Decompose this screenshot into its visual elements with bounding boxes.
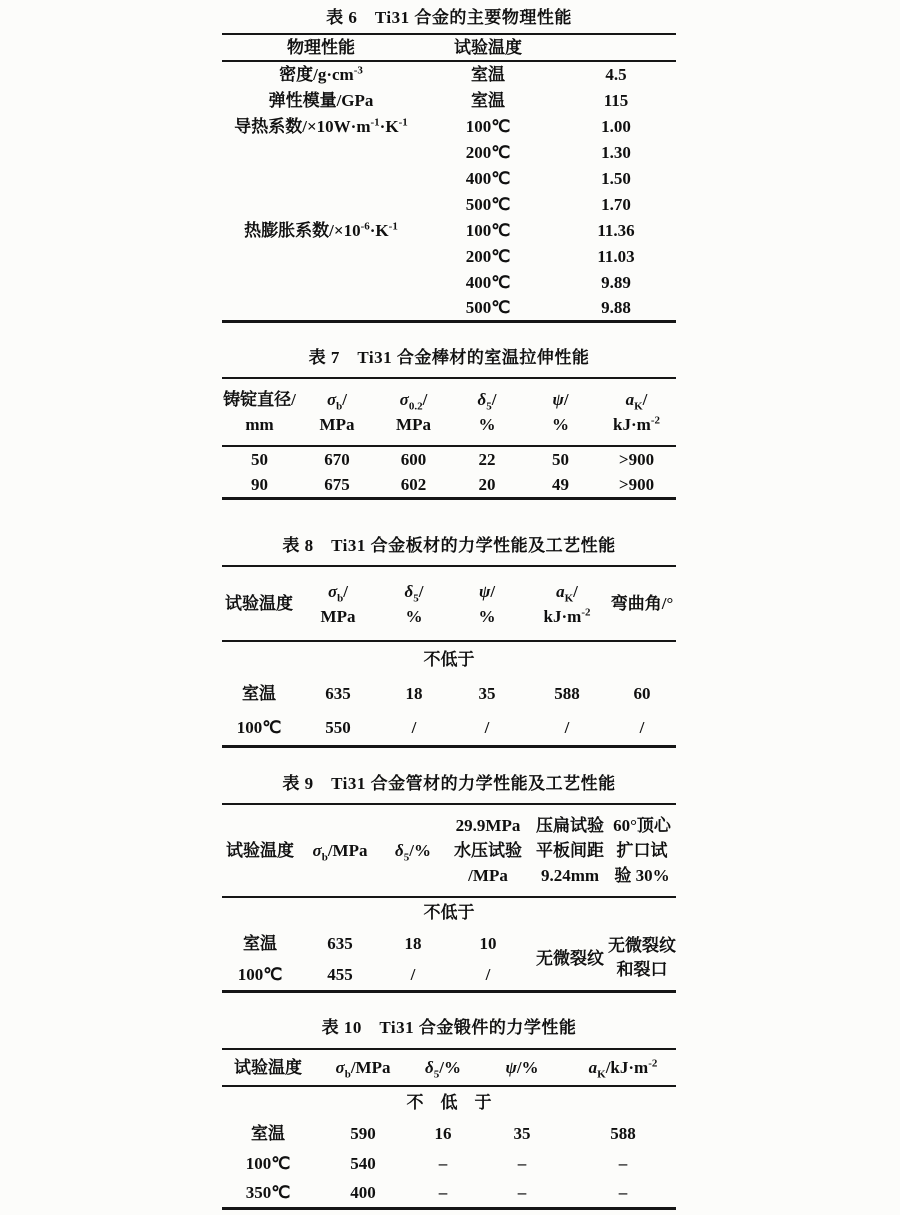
table-row [222,217,676,243]
header-row [222,566,676,641]
header-cell: 29.9MPa 水压试验 /MPa [454,816,522,885]
cell: – [517,1182,527,1202]
table-row [222,61,676,87]
cell: 115 [603,90,629,110]
cell: 100℃ [237,964,283,984]
cell: 550 [325,718,351,738]
cell: 100℃ [465,220,511,240]
table6-physical-properties [222,33,676,323]
cell: 16 [434,1123,452,1143]
cell: / [411,718,417,738]
table-row [222,87,676,113]
cell: – [618,1182,628,1202]
not-less-than-note: 不 低 于 [406,1093,492,1112]
cell: 635 [325,684,351,703]
table-row [222,269,676,295]
header-cell: $\delta_5/$ % [477,390,497,434]
cell: 18 [405,684,423,703]
cell: 18 [404,933,422,953]
header-cell: 60°顶心 扩口试 验 30% [613,816,671,885]
cell: 670 [324,450,350,469]
cell: 500℃ [465,298,511,317]
cell: – [438,1182,448,1202]
cell: 100℃ [236,718,282,738]
cell [222,165,420,191]
cell: / [564,718,570,738]
table-row [222,1148,676,1178]
table8-section [222,536,676,748]
table-row [222,113,676,139]
cell: 49 [552,475,569,494]
table-row [222,1178,676,1208]
header-cell: $\sigma_b/$ MPa [320,581,356,626]
table9-tube-properties [222,803,676,993]
table10-title: 表 10 Ti31 合金锻件的力学性能 [321,1018,577,1037]
cell: – [618,1153,628,1173]
cell: 室温 [242,684,276,703]
cell: 热膨胀系数$/\times 10^{-6}\cdot K^{-1}$ [244,219,398,240]
header-row [222,1049,676,1086]
cell: 1.50 [601,168,631,188]
cell: / [410,964,416,984]
header-cell: 物理性能 [287,38,355,57]
cell: 密度$/g\cdot cm^{-3}$ [279,64,363,84]
cell: 室温 [243,933,277,953]
header-cell: 铸锭直径/ mm [223,390,296,434]
cell: 675 [324,475,350,494]
header-cell: $\delta_5/\%$ [425,1058,461,1081]
table-row [222,927,676,959]
cell: 9.88 [601,298,631,317]
cell: 540 [350,1153,376,1173]
table10-section [222,1018,676,1210]
cell: 350℃ [245,1182,291,1202]
header-cell: $\sigma_{0.2}/$ MPa [396,390,431,434]
table9-title: 表 9 Ti31 合金管材的力学性能及工艺性能 [282,774,616,793]
header-cell: $\delta_5/$ % [404,581,424,626]
cell: 455 [327,964,353,984]
cell: 602 [400,475,427,494]
table7-title: 表 7 Ti31 合金棒材的室温拉伸性能 [308,348,590,367]
cell: 400℃ [465,168,511,188]
header-cell: $\sigma_b$/MPa [312,841,368,864]
cell: 35 [478,684,496,703]
table7-bar-tensile-properties [222,377,676,500]
cell: 600 [400,450,427,469]
table-row [222,139,676,165]
cell: 400℃ [465,272,511,292]
table6-title: 表 6 Ti31 合金的主要物理性能 [326,8,572,27]
cell: 室温 [471,65,505,84]
cell: 100℃ [245,1153,291,1173]
cell: 200℃ [465,142,511,162]
cell: 1.70 [601,194,631,214]
cell: 1.00 [601,116,631,136]
cell: 9.89 [601,272,631,292]
table-row [222,191,676,217]
header-cell: $\sigma_b/$ MPa [319,390,355,434]
cell [222,295,420,322]
table7-section [222,348,676,500]
cell: 4.5 [605,65,627,84]
cell: 588 [610,1123,636,1143]
header-cell: $\delta_5/\%$ [395,841,431,864]
header-cell: ψ/% [505,1058,539,1077]
header-cell: $a_K/kJ\cdot m^{-2}$ [588,1057,658,1081]
cell: 11.36 [597,220,635,240]
cell: 635 [327,933,353,953]
table-row [222,472,676,499]
header-cell: $a_K/$ $kJ\cdot m^{-2}$ [613,390,660,434]
cell: / [639,718,645,738]
cell-no-microcracks-or-splits: 无微裂纹 和裂口 [608,936,676,980]
table-row [222,446,676,472]
header-cell [556,34,676,61]
cell: >900 [618,450,655,469]
cell-no-microcracks: 无微裂纹 [536,948,604,968]
cell [222,243,420,269]
header-cell: ψ/ % [552,390,569,434]
cell: 588 [554,684,580,703]
table-row [222,1118,676,1148]
header-cell: 弯曲角/° [610,594,674,613]
table8-plate-properties [222,565,676,748]
note-row [222,897,676,927]
header-cell: $\sigma_b$/MPa [335,1058,391,1081]
cell [222,191,420,217]
table8-title: 表 8 Ti31 合金板材的力学性能及工艺性能 [282,536,616,555]
header-cell: 试验温度 [234,1058,302,1077]
header-row [222,34,676,61]
cell: 100℃ [465,116,511,136]
cell: / [485,964,491,984]
cell [222,139,420,165]
not-less-than-note: 不低于 [423,903,475,922]
cell: 1.30 [601,142,631,162]
cell: 11.03 [597,246,635,266]
cell: 400 [350,1182,376,1202]
table-row [222,165,676,191]
cell: 60 [633,684,651,703]
cell: 35 [513,1123,531,1143]
cell: – [517,1153,527,1173]
cell: 50 [251,450,268,469]
header-row [222,378,676,446]
cell: >900 [618,475,655,494]
cell: – [438,1153,448,1173]
table6-section [222,8,676,323]
note-row [222,1086,676,1118]
cell: / [484,718,490,738]
cell: 10 [479,933,497,953]
header-cell: 试验温度 [225,594,293,613]
cell: 20 [478,475,496,494]
cell: 弹性模量/GPa [268,90,374,110]
table9-section [222,774,676,993]
cell: 90 [251,475,268,494]
not-less-than-note: 不低于 [423,649,475,669]
header-cell: 试验温度 [226,841,294,860]
header-cell: ψ/ % [478,581,496,626]
note-row [222,641,676,676]
table-row [222,676,676,711]
cell: 50 [552,450,569,469]
cell: 导热系数$/\times 10W\cdot m^{-1}\cdot K^{-1}$ [234,115,408,136]
cell: 室温 [471,90,505,110]
header-row [222,804,676,897]
cell: 22 [478,450,496,469]
table-row [222,295,676,322]
table-row [222,243,676,269]
cell: 500℃ [465,194,511,214]
header-cell: $a_K/$ $kJ\cdot m^{-2}$ [543,581,591,626]
table-row [222,711,676,746]
cell [222,269,420,295]
header-cell: 试验温度 [454,38,522,57]
header-cell: 压扁试验 平板间距 9.24mm [536,816,604,885]
cell: 590 [350,1123,376,1143]
cell: 室温 [251,1123,285,1143]
cell: 200℃ [465,246,511,266]
table10-forging-properties [222,1048,676,1210]
